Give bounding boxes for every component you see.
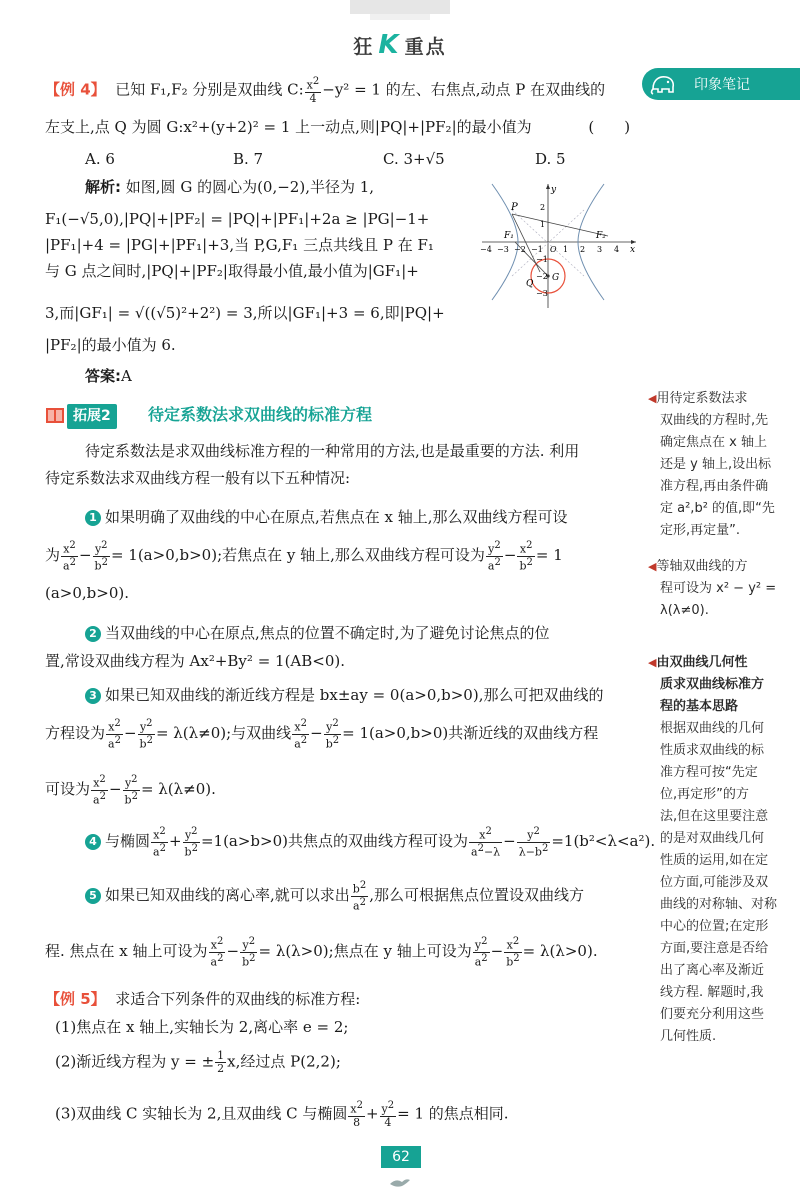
label-g: G xyxy=(552,273,560,283)
case3-line1: 3 如果已知双曲线的渐近线方程是 bx±ay = 0(a>0,b>0),那么可把双曲线的 xyxy=(85,684,603,706)
fraction: $\frac{y^2}{a^2}$ xyxy=(487,540,501,573)
analysis-line6: |PF₂|的最小值为 6. xyxy=(45,336,176,354)
intro-line1: 待定系数法是求双曲线标准方程的一种常用的方法,也是最重要的方法. 利用 xyxy=(85,442,580,460)
fraction: $\frac{x^2}{a^2}$ xyxy=(153,826,166,859)
side-note-3: ◀由双曲线几何性 质求双曲线标准方 程的基本思路 根据双曲线的几何 性质求双曲线的标 准方程可按“先定 位,再定形”的方 法,但在这里要注意 的是对双曲线几何 性质的运用,如在定 位方面,可能涉及双 曲线的对称轴、对称 中心的位置;在定形 方面,要注意是否给 出了离心率及渐近 线方程. 解题时,我 们要充分利用这些 几何性质. xyxy=(648,655,778,1044)
y-axis-arrow-icon xyxy=(546,184,550,189)
option-b: B. 7 xyxy=(233,150,264,168)
fraction: $\frac{x^2}{8}$ xyxy=(350,1100,363,1129)
label-q: Q xyxy=(526,279,534,289)
case-number-badge: 1 xyxy=(85,510,101,526)
case-number-badge: 5 xyxy=(85,888,101,904)
case5-line1: 5 如果已知双曲线的离心率,就可以求出 $\frac{b^2}{a^2}$ ,那么可根据焦点位置设双曲线方 xyxy=(85,880,584,912)
case1-line3: (a>0,b>0). xyxy=(45,584,130,602)
page-number: 62 xyxy=(381,1146,421,1168)
analysis-line2: F₁(−√5,0),|PQ|+|PF₂| = |PQ|+|PF₁|+2a ≥ |PG|−1+ xyxy=(45,210,430,228)
triangle-bullet-icon: ◀ xyxy=(648,560,657,573)
x-tick: −3 xyxy=(497,245,509,254)
x-tick: −4 xyxy=(480,245,492,254)
analysis-line5: 3,而|GF₁| = √((√5)²+2²) = 3,所以|GF₁|+3 = 6,即|PQ|+ xyxy=(45,304,445,322)
analysis-line3: |PF₁|+4 = |PG|+|PF₁|+3,当 P,G,F₁ 三点共线且 P 在 F₁ xyxy=(45,236,434,254)
fraction: $\frac{1}{2}$ xyxy=(217,1049,225,1075)
fraction: $\frac{y^2}{\lambda-b^2}$ xyxy=(518,826,549,859)
example5-title-line: 【例 5】 求适合下列条件的双曲线的标准方程: xyxy=(45,990,361,1008)
intro-line2: 待定系数法求双曲线方程一般有以下五种情况: xyxy=(45,469,351,487)
fraction: $\frac{y^2}{b^2}$ xyxy=(325,718,340,751)
example-label: 【例 4】 xyxy=(45,80,106,99)
side-note-2: ◀等轴双曲线的方 程可设为 x² − y² = λ(λ≠0). xyxy=(648,559,777,618)
label-p: P xyxy=(511,202,518,213)
analysis-line4: 与 G 点之间时,|PQ|+|PF₂|取得最小值,最小值为|GF₁|+ xyxy=(45,262,419,280)
segment-pf2 xyxy=(512,214,608,236)
x-tick: −2 xyxy=(514,245,526,254)
fraction: $\frac{y^2}{b^2}$ xyxy=(184,826,198,859)
case3-line3: 可设为 $\frac{x^2}{a^2}$ − $\frac{y^2}{b^2}$ = λ(λ≠0). xyxy=(45,774,216,807)
fraction: $\frac{x^2}{a^2}$ xyxy=(294,718,308,751)
fraction: $\frac{x^2}{a^2}$ xyxy=(93,774,106,807)
x-tick: 3 xyxy=(597,245,603,254)
case4-line: 4 与椭圆 $\frac{x^2}{a^2}$ + $\frac{y^2}{b^2}$ =1(a>b>0)共焦点的双曲线方程可设为 $\frac{x^2}{a^2-\lambda}$ − $\frac{y^2}{\lambda-b^2}$ =1(b²<λ<a²). xyxy=(85,826,655,858)
triangle-bullet-icon: ◀ xyxy=(648,392,657,405)
example5-q1: (1)焦点在 x 轴上,实轴长为 2,离心率 e = 2; xyxy=(55,1018,349,1036)
y-tick: 1 xyxy=(540,220,546,229)
y-tick: −2 xyxy=(536,272,548,281)
fraction: $\frac{y^2}{4}$ xyxy=(381,1100,395,1129)
fraction: $\frac{y^2}{a^2}$ xyxy=(474,936,488,969)
option-c: C. 3+√5 xyxy=(383,150,445,168)
case-number-badge: 3 xyxy=(85,688,101,704)
answer-line: 答案:A xyxy=(85,367,132,385)
example4-line1: 【例 4】 已知 F₁,F₂ 分别是双曲线 C: $\frac{x^2}{4}$ −y² = 1 的左、右焦点,动点 P 在双曲线的 xyxy=(45,76,606,105)
label-f2: F₂ xyxy=(596,231,606,241)
fraction: $\frac{y^2}{b^2}$ xyxy=(242,936,256,969)
case2-line1: 2 当双曲线的中心在原点,焦点的位置不确定时,为了避免讨论焦点的位 xyxy=(85,622,550,644)
y-tick: 2 xyxy=(540,203,546,212)
fraction: $\frac{b^2}{a^2}$ xyxy=(352,880,367,913)
example4-line2: 左支上,点 Q 为圆 G:x²+(y+2)² = 1 上一动点,则|PQ|+|PF₂|的最小值为 ( ) xyxy=(45,118,631,136)
hyperbola-circle-diagram xyxy=(478,180,638,310)
triangle-bullet-icon: ◀ xyxy=(648,656,657,669)
fraction: $\frac{y^2}{b^2}$ xyxy=(139,718,153,751)
fraction: $\frac{x^2}{b^2}$ xyxy=(506,936,520,969)
fraction: $\frac{x^2}{a^2}$ xyxy=(63,540,76,573)
fraction: $\frac{y^2}{b^2}$ xyxy=(94,540,108,573)
label-f1: F₁ xyxy=(504,231,514,241)
case-number-badge: 2 xyxy=(85,626,101,642)
case3-line2: 方程设为 $\frac{x^2}{a^2}$ − $\frac{y^2}{b^2}$ = λ(λ≠0);与双曲线 $\frac{x^2}{a^2}$ − $\frac{y^2}{b^2}$ = 1(a>0,b>0)共渐近线的双曲线方程 xyxy=(45,718,599,751)
section-title: 待定系数法求双曲线的标准方程 xyxy=(148,405,373,424)
case-number-badge: 4 xyxy=(85,834,101,850)
analysis-line1: 解析: 如图,圆 G 的圆心为(0,−2),半径为 1, xyxy=(85,178,375,196)
fraction: $\frac{x^2}{4}$ xyxy=(306,76,320,105)
fraction: $\frac{x^2}{a^2}$ xyxy=(210,936,224,969)
case2-line2: 置,常设双曲线方程为 Ax²+By² = 1(AB<0). xyxy=(45,652,346,670)
side-note-tag-label: 印象笔记 xyxy=(694,77,750,93)
header-ornament-icon xyxy=(330,0,470,22)
book-title: 狂 K 重点 xyxy=(353,30,447,60)
case1-line2: 为 $\frac{x^2}{a^2}$ − $\frac{y^2}{b^2}$ = 1(a>0,b>0);若焦点在 y 轴上,那么双曲线方程可设为 $\frac{y^2}{a^2}$ − $\frac{x^2}{b^2}$ = 1 xyxy=(45,540,563,573)
x-tick: −1 xyxy=(531,245,543,254)
case5-line2: 程. 焦点在 x 轴上可设为 $\frac{x^2}{a^2}$ − $\frac{y^2}{b^2}$ = λ(λ>0);焦点在 y 轴上可设为 $\frac{y^2}{a^2}$ − $\frac{x^2}{b^2}$ = λ(λ>0). xyxy=(45,936,598,969)
fraction: $\frac{y^2}{b^2}$ xyxy=(124,774,138,807)
label-origin: O xyxy=(550,245,557,254)
label-y: y xyxy=(551,185,557,195)
fraction: $\frac{x^2}{a^2}$ xyxy=(108,718,121,751)
elephant-icon xyxy=(650,73,676,95)
page-header xyxy=(0,0,800,70)
x-tick: 1 xyxy=(563,245,569,254)
option-d: D. 5 xyxy=(535,150,566,168)
fraction: $\frac{x^2}{a^2-\lambda}$ xyxy=(471,826,501,859)
y-tick: −3 xyxy=(536,289,548,298)
bird-ornament-icon xyxy=(388,1174,412,1190)
label-x: x xyxy=(630,245,636,255)
x-tick: 4 xyxy=(614,245,620,254)
example5-q2: (2)渐近线方程为 y = ± $\frac{1}{2}$ x,经过点 P(2,2); xyxy=(55,1049,341,1075)
example-label: 【例 5】 xyxy=(45,990,106,1008)
side-note-1: ◀用待定系数法求 双曲线的方程时,先 确定焦点在 x 轴上 还是 y 轴上,设出标 准方程,再由条件确 定 a²,b² 的值,即“先 定形,再定量”. xyxy=(648,391,775,538)
section-tag: 拓展2 xyxy=(67,404,117,429)
option-a: A. 6 xyxy=(85,150,115,168)
x-axis-arrow-icon xyxy=(631,240,636,244)
example5-q3: (3)双曲线 C 实轴长为 2,且双曲线 C 与椭圆 $\frac{x^2}{8}$ + $\frac{y^2}{4}$ = 1 的焦点相同. xyxy=(55,1100,509,1129)
case1-line1: 1 如果明确了双曲线的中心在原点,若焦点在 x 轴上,那么双曲线方程可设 xyxy=(85,506,568,528)
y-tick: −1 xyxy=(536,255,548,264)
fraction: $\frac{x^2}{b^2}$ xyxy=(519,540,533,573)
x-tick: 2 xyxy=(580,245,586,254)
book-icon xyxy=(45,405,65,425)
side-note-tag xyxy=(642,68,800,100)
